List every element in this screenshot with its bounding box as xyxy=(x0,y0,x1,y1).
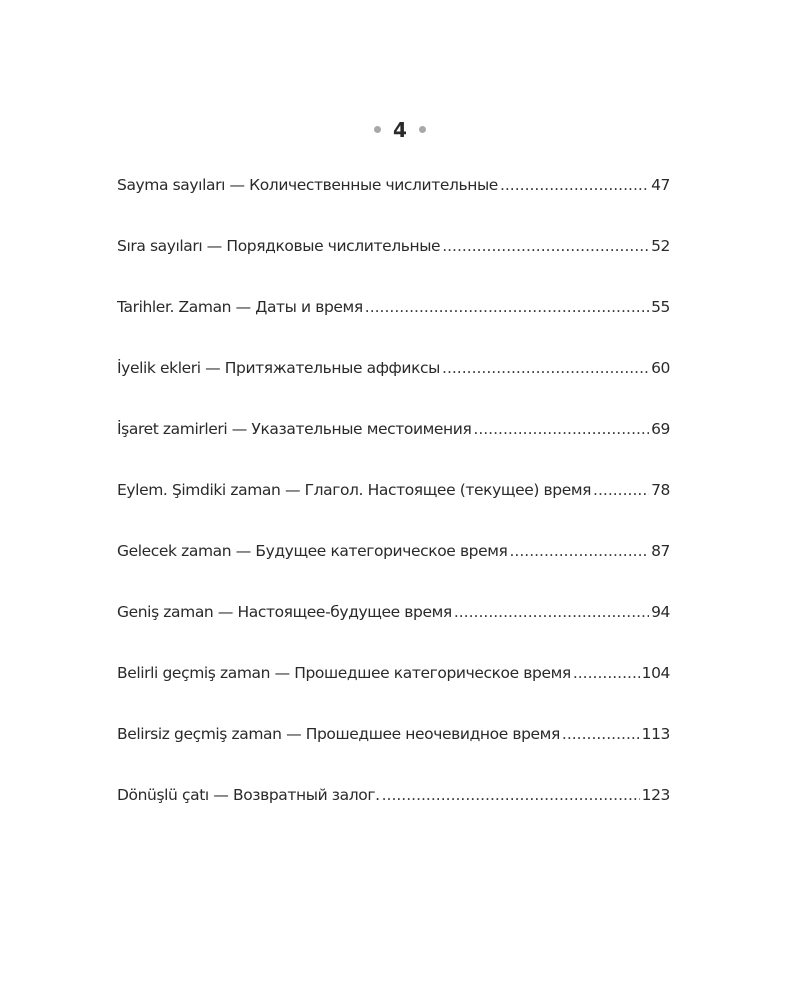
dot-leader xyxy=(442,237,649,255)
toc-entry-page: 47 xyxy=(651,176,670,194)
dot-leader xyxy=(509,542,649,560)
right-ornament-dot xyxy=(419,126,426,133)
toc-entry-title: İşaret zamirleri — Указательные местоимения xyxy=(117,420,472,438)
toc-entry[interactable] xyxy=(117,359,670,420)
dot-leader xyxy=(593,481,649,499)
toc-entry-page: 55 xyxy=(651,298,670,316)
toc-entry[interactable] xyxy=(117,481,670,542)
toc-entry[interactable] xyxy=(117,420,670,481)
toc-entry-title: Belirsiz geçmiş zaman — Прошедшее неочевидное время xyxy=(117,725,560,743)
toc-entry-title: Sayma sayıları — Количественные числительные xyxy=(117,176,498,194)
dot-leader xyxy=(365,298,649,316)
toc-entry[interactable] xyxy=(117,176,670,237)
dot-leader xyxy=(562,725,640,743)
toc-entry-page: 78 xyxy=(651,481,670,499)
dot-leader xyxy=(573,664,640,682)
toc-entry-title: Belirli geçmiş zaman — Прошедшее категорическое время xyxy=(117,664,571,682)
toc-entry-page: 104 xyxy=(641,664,670,682)
toc-entry[interactable] xyxy=(117,603,670,664)
toc-entry-page: 87 xyxy=(651,542,670,560)
dot-leader xyxy=(454,603,649,621)
dot-leader xyxy=(442,359,649,377)
toc-entry[interactable] xyxy=(117,725,670,786)
page-number: 4 xyxy=(393,118,407,142)
toc-entry[interactable] xyxy=(117,664,670,725)
toc-entry-title: İyelik ekleri — Притяжательные аффиксы xyxy=(117,359,441,377)
toc-entry[interactable] xyxy=(117,786,670,847)
toc-entry-page: 113 xyxy=(641,725,670,743)
toc-entry[interactable] xyxy=(117,542,670,603)
toc-entry-page: 123 xyxy=(641,786,670,804)
toc-entry-page: 69 xyxy=(651,420,670,438)
dot-leader xyxy=(500,176,649,194)
toc-entry-title: Dönüşlü çatı — Возвратный залог. xyxy=(117,786,380,804)
toc-entry-page: 52 xyxy=(651,237,670,255)
toc-entry-title: Eylem. Şimdiki zaman — Глагол. Настоящее (текущее) время xyxy=(117,481,592,499)
toc-entry-title: Sıra sayıları — Порядковые числительные xyxy=(117,237,441,255)
toc-entry-title: Tarihler. Zaman — Даты и время xyxy=(117,298,363,316)
page-header xyxy=(0,116,800,144)
toc-entry-title: Geniş zaman — Настоящее-будущее время xyxy=(117,603,452,621)
toc-entry[interactable] xyxy=(117,298,670,359)
dot-leader xyxy=(382,786,640,804)
toc-entry-page: 94 xyxy=(651,603,670,621)
toc-entry-title: Gelecek zaman — Будущее категорическое время xyxy=(117,542,508,560)
table-of-contents xyxy=(117,176,670,847)
toc-entry[interactable] xyxy=(117,237,670,298)
left-ornament-dot xyxy=(374,126,381,133)
toc-entry-page: 60 xyxy=(651,359,670,377)
dot-leader xyxy=(473,420,649,438)
